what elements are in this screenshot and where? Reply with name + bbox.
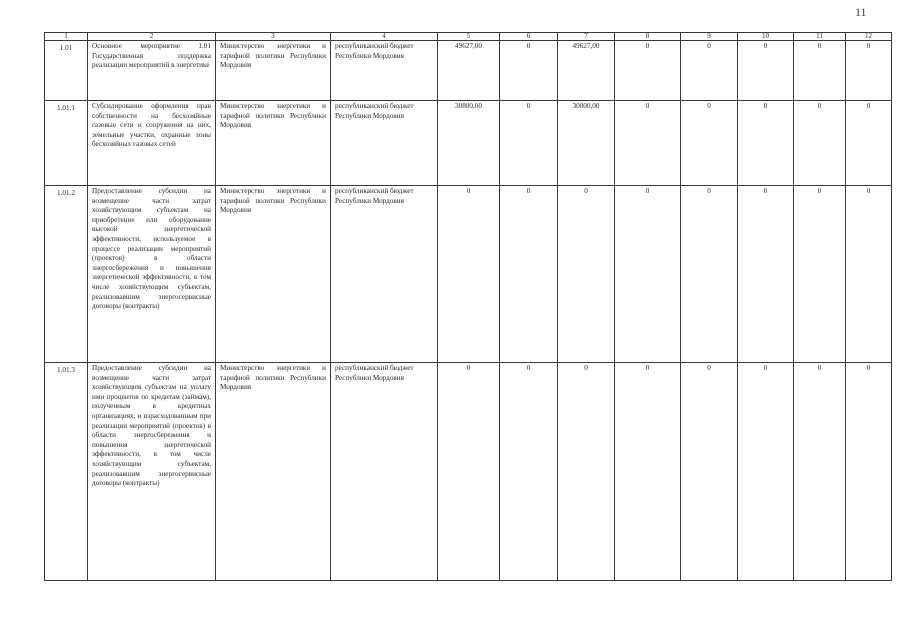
value-cell: 0	[558, 363, 615, 581]
value-cell: 30800,00	[558, 101, 615, 186]
column-header: 3	[216, 33, 331, 41]
column-header: 10	[738, 33, 794, 41]
value-cell: 0	[500, 101, 558, 186]
value-cell: 0	[738, 41, 794, 101]
value-cell: 0	[738, 363, 794, 581]
executor-cell: Министерство энергетики и тарифной политики Республики Мордовия	[216, 41, 331, 101]
value-cell: 0	[500, 186, 558, 363]
funding-source-cell: республиканский бюджет Республики Мордовия	[331, 41, 438, 101]
value-cell: 0	[681, 363, 738, 581]
table-header-row	[45, 33, 892, 41]
value-cell: 0	[438, 363, 500, 581]
page-number: 11	[855, 5, 867, 19]
column-header: 9	[681, 33, 738, 41]
column-header: 1	[45, 33, 88, 41]
column-header: 12	[846, 33, 892, 41]
row-code: 1.01.3	[45, 363, 88, 581]
measure-name: Основное мероприятие 1.01 Государственная поддержка реализации мероприятий в энергетике	[88, 41, 216, 101]
table-row	[45, 363, 892, 581]
column-header: 7	[558, 33, 615, 41]
column-header: 2	[88, 33, 216, 41]
column-header: 4	[331, 33, 438, 41]
column-header: 11	[794, 33, 846, 41]
value-cell: 0	[615, 186, 681, 363]
value-cell: 0	[438, 186, 500, 363]
value-cell: 0	[846, 101, 892, 186]
value-cell: 30800,00	[438, 101, 500, 186]
executor-cell: Министерство энергетики и тарифной политики Республики Мордовия	[216, 101, 331, 186]
measure-name: Предоставление субсидии на возмещение части затрат хозяйствующим субъектам на приобретение или оборудование высокой энергетической эффективности, используемое в процессе реализации мероприятий (проектов) в области энергосбережения и повышения энергетической эффективности, в том числе хозяйствующим субъектам, реализовавшим энергосервисные договоры (контракты)	[88, 186, 216, 363]
column-header: 5	[438, 33, 500, 41]
program-measures-table	[44, 32, 892, 581]
value-cell: 0	[794, 363, 846, 581]
column-header: 6	[500, 33, 558, 41]
value-cell: 0	[846, 41, 892, 101]
funding-source-cell: республиканский бюджет Республики Мордовия	[331, 101, 438, 186]
value-cell: 0	[846, 363, 892, 581]
funding-source-cell: республиканский бюджет Республики Мордовия	[331, 363, 438, 581]
measure-name: Субсидирование оформления прав собственности на бесхозяйные газовые сети и сооружения на них, земельные участки, охранные зоны бесхозяйных газовых сетей	[88, 101, 216, 186]
table-row	[45, 186, 892, 363]
row-code: 1.01	[45, 41, 88, 101]
value-cell: 0	[615, 101, 681, 186]
value-cell: 0	[500, 41, 558, 101]
value-cell: 0	[500, 363, 558, 581]
executor-cell: Министерство энергетики и тарифной политики Республики Мордовия	[216, 186, 331, 363]
row-code: 1.01.2	[45, 186, 88, 363]
funding-source-cell: республиканский бюджет Республики Мордовия	[331, 186, 438, 363]
value-cell: 0	[846, 186, 892, 363]
value-cell: 0	[558, 186, 615, 363]
value-cell: 0	[738, 186, 794, 363]
value-cell: 0	[615, 41, 681, 101]
value-cell: 0	[794, 186, 846, 363]
executor-cell: Министерство энергетики и тарифной политики Республики Мордовия	[216, 363, 331, 581]
table-row	[45, 41, 892, 101]
value-cell: 0	[794, 101, 846, 186]
value-cell: 0	[681, 186, 738, 363]
column-header: 8	[615, 33, 681, 41]
value-cell: 49627,00	[558, 41, 615, 101]
row-code: 1.01.1	[45, 101, 88, 186]
table-row	[45, 101, 892, 186]
value-cell: 49627,00	[438, 41, 500, 101]
value-cell: 0	[615, 363, 681, 581]
value-cell: 0	[794, 41, 846, 101]
value-cell: 0	[681, 41, 738, 101]
measure-name: Предоставление субсидии на возмещение части затрат хозяйствующим субъектам на уплату ими процентов по кредитам (займам), полученным в кредитных организациях, и израсходованным при реализации мероприятий (проектов) в области энергосбережения и повышения энергетической эффективности, в том числе хозяйствующим субъектам, реализовавшим энергосервисные договоры (контракты)	[88, 363, 216, 581]
value-cell: 0	[738, 101, 794, 186]
value-cell: 0	[681, 101, 738, 186]
